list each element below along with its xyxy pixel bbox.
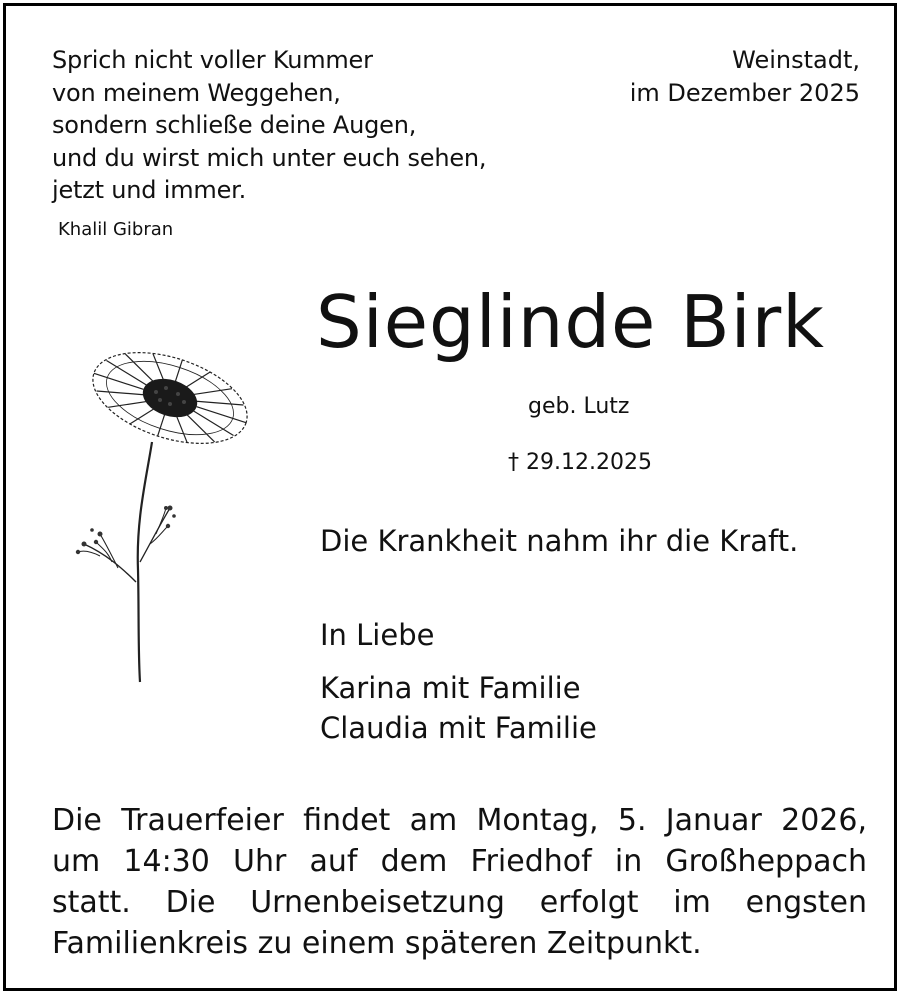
- mourners: [320, 615, 597, 748]
- poem-line: von meinem Weggehen,: [52, 78, 341, 107]
- daisy-flower-icon: [70, 330, 260, 690]
- place: Weinstadt,: [732, 46, 860, 74]
- service-line: Familienkreis zu einem späteren Zeitpunkt.: [52, 926, 702, 961]
- service-info: [52, 800, 867, 964]
- poem: [52, 44, 486, 207]
- mourners-intro: In Liebe: [320, 618, 435, 652]
- date: im Dezember 2025: [629, 78, 860, 107]
- poem-line: sondern schließe deine Augen,: [52, 111, 417, 139]
- memorial-quote: Die Krankheit nahm ihr die Kraft.: [320, 524, 799, 558]
- poem-line: jetzt und immer.: [52, 176, 247, 204]
- service-line: Die Trauerfeier findet am Montag, 5. Januar 2026,: [52, 803, 867, 838]
- service-line: statt. Die Urnenbeisetzung erfolgt im engsten: [52, 885, 867, 920]
- birth-name: geb. Lutz: [528, 394, 630, 419]
- place-date: [630, 44, 860, 109]
- death-date: † 29.12.2025: [508, 450, 652, 475]
- service-line: um 14:30 Uhr auf dem Friedhof in Großheppach: [52, 844, 867, 879]
- mourner-name: Claudia mit Familie: [320, 711, 597, 745]
- poem-line: Sprich nicht voller Kummer: [52, 46, 373, 74]
- poem-line: und du wirst mich unter euch sehen,: [52, 143, 487, 172]
- poem-author: Khalil Gibran: [58, 219, 174, 240]
- deceased-name: Sieglinde Birk: [316, 280, 825, 364]
- mourner-name: Karina mit Familie: [320, 671, 581, 705]
